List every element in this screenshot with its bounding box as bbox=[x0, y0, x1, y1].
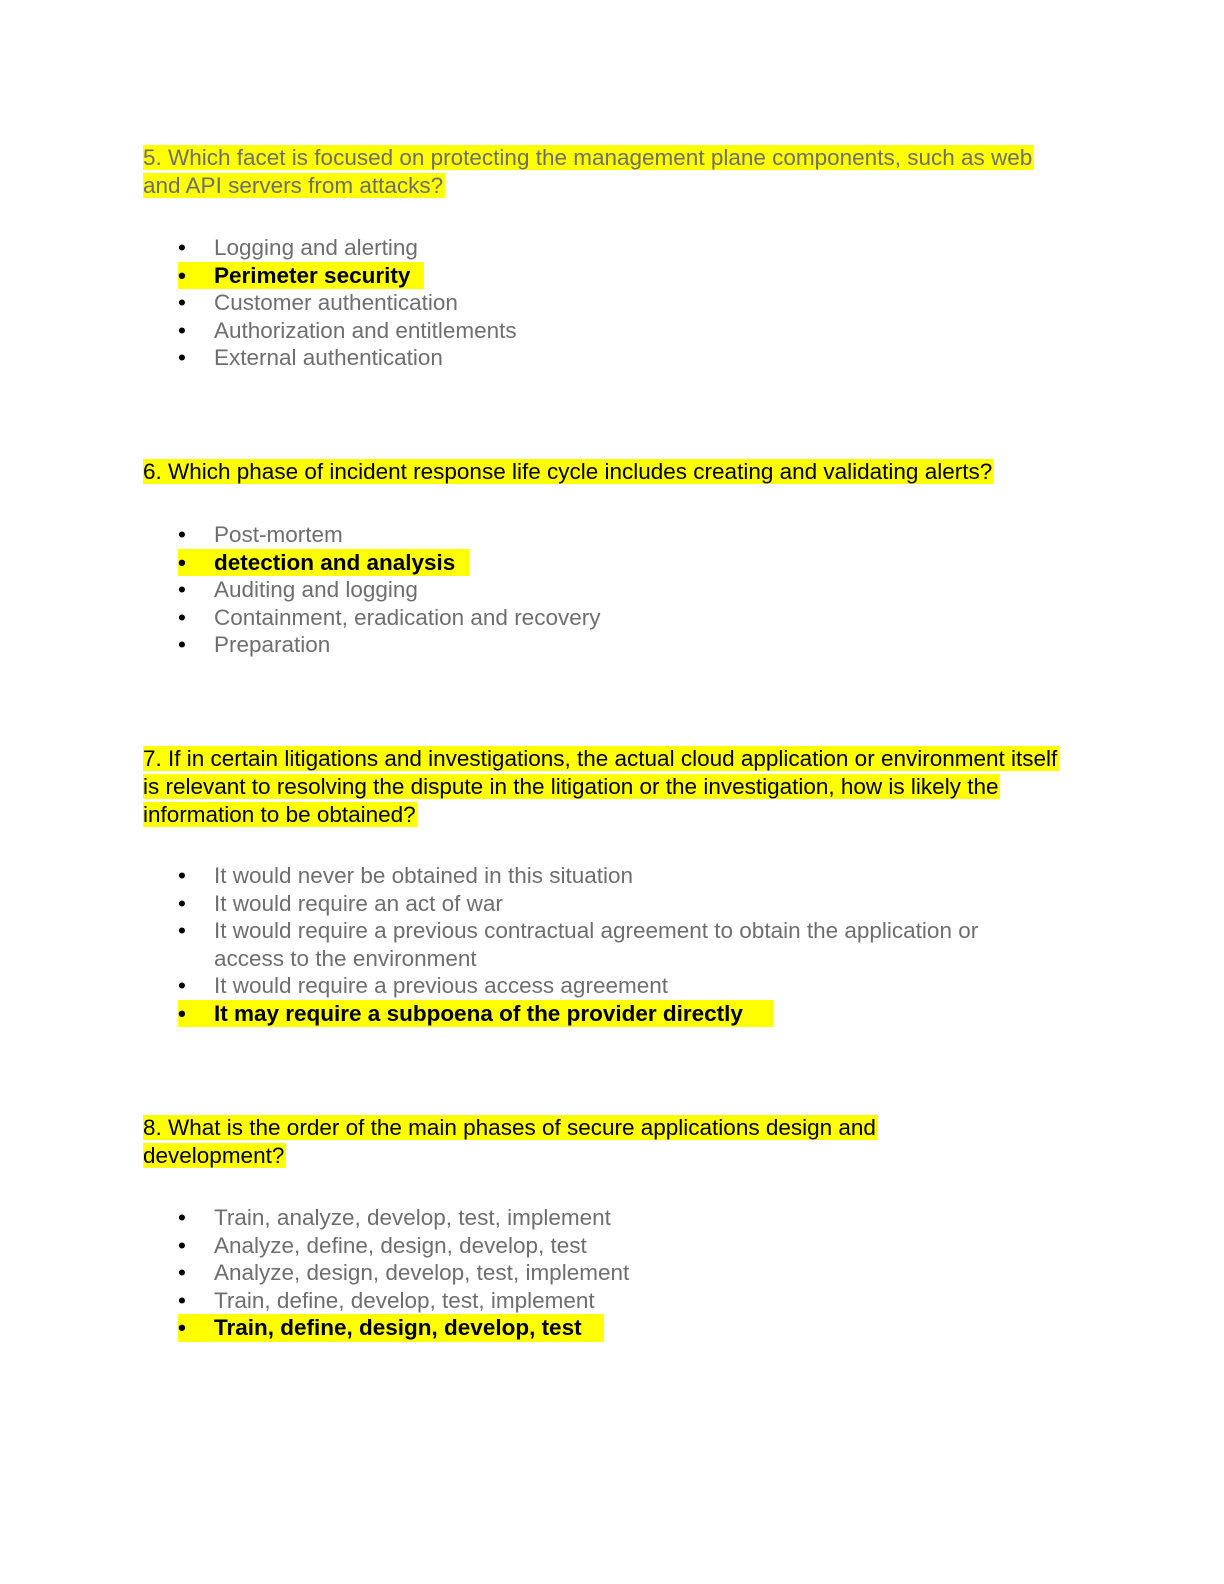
question-7 bbox=[143, 745, 1078, 829]
bullet-icon: • bbox=[178, 1205, 186, 1230]
bullet-icon: • bbox=[178, 1000, 186, 1026]
option: • Auditing and logging bbox=[0, 576, 720, 604]
bullet-icon: • bbox=[178, 890, 186, 916]
question-8-options bbox=[0, 1204, 749, 1342]
correct-option: • Perimeter security bbox=[0, 262, 637, 290]
option: • Analyze, define, design, develop, test bbox=[0, 1232, 749, 1260]
option: • Logging and alerting bbox=[0, 234, 637, 262]
option: • It would require an act of war bbox=[0, 890, 1154, 918]
bullet-icon: • bbox=[178, 290, 186, 315]
bullet-icon: • bbox=[178, 863, 186, 888]
option: • External authentication bbox=[0, 344, 637, 372]
question-7-options bbox=[0, 862, 1154, 1027]
bullet-icon: • bbox=[178, 549, 186, 575]
correct-option: • It may require a subpoena of the provider directly bbox=[0, 1000, 1154, 1028]
question-8 bbox=[143, 1114, 933, 1170]
option: • Preparation bbox=[0, 631, 720, 659]
bullet-icon: • bbox=[178, 345, 186, 370]
question-6-text: 6. Which phase of incident response life cycle includes creating and validating alerts? bbox=[143, 459, 993, 484]
bullet-icon: • bbox=[178, 522, 186, 547]
bullet-icon: • bbox=[178, 1260, 186, 1285]
option: • Containment, eradication and recovery bbox=[0, 604, 720, 632]
question-5-options bbox=[0, 234, 637, 372]
correct-option: • detection and analysis bbox=[0, 549, 720, 577]
option: • It would require a previous contractual agreement to obtain the application or access to the environment bbox=[0, 917, 1154, 972]
option: • It would never be obtained in this situation bbox=[0, 862, 1154, 890]
question-8-text: 8. What is the order of the main phases of secure applications design and development? bbox=[143, 1115, 876, 1168]
option: • Train, define, develop, test, implement bbox=[0, 1287, 749, 1315]
option: • Customer authentication bbox=[0, 289, 637, 317]
bullet-icon: • bbox=[178, 1232, 186, 1258]
bullet-icon: • bbox=[178, 577, 186, 602]
bullet-icon: • bbox=[178, 632, 186, 657]
bullet-icon: • bbox=[178, 1287, 186, 1313]
option: • Authorization and entitlements bbox=[0, 317, 637, 345]
bullet-icon: • bbox=[178, 604, 186, 630]
bullet-icon: • bbox=[178, 317, 186, 343]
bullet-icon: • bbox=[178, 973, 186, 998]
question-5-text: 5. Which facet is focused on protecting the management plane components, such as web and API servers from attacks? bbox=[143, 145, 1033, 198]
correct-option: • Train, define, design, develop, test bbox=[0, 1314, 749, 1342]
option: • It would require a previous access agreement bbox=[0, 972, 1154, 1000]
question-6 bbox=[143, 458, 1063, 486]
bullet-icon: • bbox=[178, 262, 186, 288]
option: • Analyze, design, develop, test, implement bbox=[0, 1259, 749, 1287]
option: • Train, analyze, develop, test, implement bbox=[0, 1204, 749, 1232]
bullet-icon: • bbox=[178, 1315, 186, 1340]
bullet-icon: • bbox=[178, 918, 186, 943]
bullet-icon: • bbox=[178, 235, 186, 260]
question-6-options bbox=[0, 521, 720, 659]
question-5 bbox=[143, 144, 1043, 200]
question-7-text: 7. If in certain litigations and investigations, the actual cloud application or environment itself is relevant to resolving the dispute in the litigation or the investigation, how is likely the information to be obtained? bbox=[143, 746, 1058, 827]
option: • Post-mortem bbox=[0, 521, 720, 549]
